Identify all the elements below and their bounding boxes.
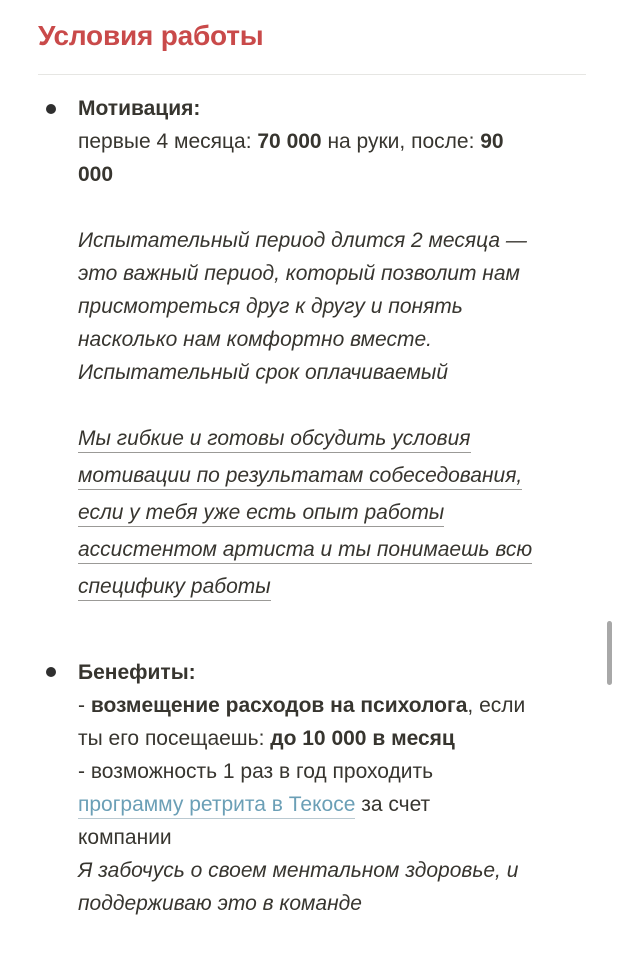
retreat-suffix: за счет <box>355 793 431 816</box>
flexible-line: ассистентом артиста и ты понимаешь всю <box>78 536 532 564</box>
probation-line: Испытательный период длится 2 месяца — <box>78 229 527 252</box>
retreat-link-line <box>78 788 588 821</box>
probation-line: Испытательный срок оплачиваемый <box>78 361 449 384</box>
heading-divider <box>38 74 586 75</box>
spacer <box>78 191 588 224</box>
mental-health-line: Я забочусь о своем ментальном здоровье, и <box>78 859 519 882</box>
retreat-program-link[interactable]: программу ретрита в Текосе <box>78 791 355 819</box>
flexible-line: если у тебя уже есть опыт работы <box>78 499 444 527</box>
scrollbar-thumb[interactable] <box>607 621 612 685</box>
retreat-line: - возможность 1 раз в год проходить <box>78 760 434 783</box>
bullet-dot-icon <box>46 667 56 677</box>
bullet-dot-icon <box>46 104 56 114</box>
mental-health-line: поддерживаю это в команде <box>78 892 362 915</box>
flexible-line: мотивации по результатам собеседования, <box>78 462 522 490</box>
psych-dash: - <box>78 694 91 717</box>
benefits-block <box>78 656 588 920</box>
section-heading: Условия работы <box>38 20 264 51</box>
salary-after-amount-part2: 000 <box>78 163 114 186</box>
probation-line: присмотреться друг к другу и понять <box>78 295 463 318</box>
psych-line2-prefix: ты его посещаешь: <box>78 727 271 750</box>
probation-line: это важный период, который позволит нам <box>78 262 520 285</box>
salary-middle: на руки, после: <box>321 130 481 153</box>
motivation-title: Мотивация: <box>78 97 201 120</box>
salary-after-amount-part1: 90 <box>480 130 504 153</box>
flexible-line: специфику работы <box>78 573 271 601</box>
salary-first-amount: 70 000 <box>257 130 322 153</box>
probation-line: насколько нам комфортно вместе. <box>78 328 432 351</box>
psych-line <box>78 689 588 722</box>
flexible-note <box>78 422 588 607</box>
motivation-block <box>78 92 588 607</box>
psych-benefit: возмещение расходов на психолога <box>90 694 468 717</box>
benefits-title: Бенефиты: <box>78 661 196 684</box>
retreat-line-3: компании <box>78 826 172 849</box>
psych-line-2 <box>78 722 588 755</box>
psych-rest: , если <box>467 694 526 717</box>
spacer <box>78 389 588 422</box>
flexible-line: Мы гибкие и готовы обсудить условия <box>78 425 471 453</box>
psych-amount: до 10 000 в месяц <box>270 727 455 750</box>
salary-prefix: первые 4 месяца: <box>78 130 258 153</box>
salary-line <box>78 125 588 158</box>
